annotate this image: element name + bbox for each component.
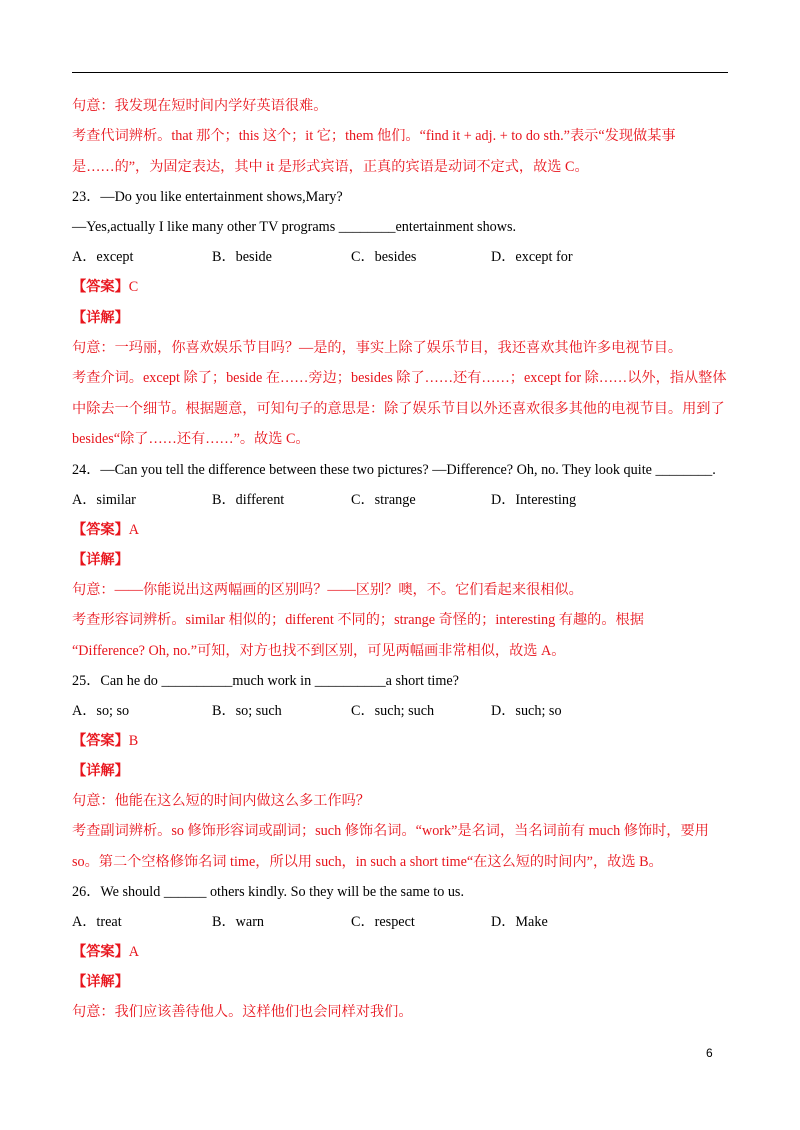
answer-value: A [128, 944, 140, 960]
q26-stem: 26．We should ______ others kindly. So they will be the same to us. [72, 884, 464, 900]
q26-option-b: B．warn [212, 914, 265, 930]
q23-stem-line1: 23．—Do you like entertainment shows,Mary? [72, 189, 343, 205]
q25-answer [72, 732, 732, 750]
q24-option-c: C．strange [351, 492, 416, 508]
q24-meaning: 句意：——你能说出这两幅画的区别吗？——区别？噢，不。它们看起来很相似。 [72, 582, 583, 598]
page-number: 6 [706, 1046, 713, 1060]
q26-option-d: D．Make [491, 914, 548, 930]
q25-stem: 25．Can he do __________much work in __________a short time? [72, 673, 459, 689]
q24-option-d: D．Interesting [491, 492, 577, 508]
answer-value: A [128, 522, 140, 538]
q24-explanation-line1: 考查形容词辨析。similar 相似的；different 不同的；strange 奇怪的；interesting 有趣的。根据 [72, 612, 644, 628]
q23-option-a: A．except [72, 249, 134, 265]
q25-explanation-line2: so。第二个空格修饰名词 time，所以用 such，in such a short time“在这么短的时间内”，故选 B。 [72, 854, 663, 870]
q23-answer [72, 278, 732, 296]
q24-detail-heading: 【详解】 [72, 552, 129, 568]
q24-explanation-line2: “Difference? Oh, no.”可知，对方也找不到区别，可见两幅画非常相似，故选 A。 [72, 643, 566, 659]
q23-options [72, 248, 732, 266]
q24-answer [72, 521, 732, 539]
answer-label: 【答案】 [72, 944, 129, 960]
q26-option-c: C．respect [351, 914, 415, 930]
q22-explanation-line2: 是……的”，为固定表达，其中 it 是形式宾语，正真的宾语是动词不定式，故选 C。 [72, 159, 589, 175]
q23-option-b: B．beside [212, 249, 272, 265]
q25-option-b: B．so; such [212, 703, 282, 719]
q25-explanation-line1: 考查副词辨析。so 修饰形容词或副词；such 修饰名词。“work”是名词，当名词前有 much 修饰时，要用 [72, 823, 709, 839]
q24-option-a: A．similar [72, 492, 136, 508]
answer-value: C [128, 279, 139, 295]
answer-label: 【答案】 [72, 279, 129, 295]
q23-explanation-line3: besides“除了……还有……”。故选 C。 [72, 431, 310, 447]
q22-explanation-line1: 考查代词辨析。that 那个；this 这个；it 它；them 他们。“find it + adj. + to do sth.”表示“发现做某事 [72, 128, 676, 144]
q25-meaning: 句意：他能在这么短的时间内做这么多工作吗？ [72, 793, 370, 809]
q25-option-a: A．so; so [72, 703, 130, 719]
q26-options [72, 913, 732, 931]
q23-stem-line2: —Yes,actually I like many other TV programs ________entertainment shows. [72, 219, 517, 235]
q26-option-a: A．treat [72, 914, 122, 930]
header-rule [72, 72, 728, 73]
q25-option-d: D．such; so [491, 703, 562, 719]
q25-options [72, 702, 732, 720]
q26-answer [72, 943, 732, 961]
answer-label: 【答案】 [72, 522, 129, 538]
q24-option-b: B．different [212, 492, 285, 508]
answer-label: 【答案】 [72, 733, 129, 749]
q23-explanation-line2: 中除去一个细节。根据题意，可知句子的意思是：除了娱乐节目以外还喜欢很多其他的电视节目。用到了 [72, 401, 725, 417]
q26-detail-heading: 【详解】 [72, 974, 129, 990]
q25-detail-heading: 【详解】 [72, 763, 129, 779]
q24-options [72, 491, 732, 509]
q23-explanation-line1: 考查介词。except 除了；beside 在……旁边；besides 除了……还有……；except for 除……以外，指从整体 [72, 370, 727, 386]
q25-option-c: C．such; such [351, 703, 435, 719]
q26-meaning: 句意：我们应该善待他人。这样他们也会同样对我们。 [72, 1004, 413, 1020]
q24-stem: 24．—Can you tell the difference between these two pictures? —Difference? Oh, no. They look quite ________. [72, 462, 716, 478]
q23-option-c: C．besides [351, 249, 417, 265]
q23-detail-heading: 【详解】 [72, 310, 129, 326]
q23-option-d: D．except for [491, 249, 573, 265]
q22-meaning: 句意：我发现在短时间内学好英语很难。 [72, 98, 328, 114]
q23-meaning: 句意：一玛丽，你喜欢娱乐节目吗？—是的，事实上除了娱乐节目，我还喜欢其他许多电视节目。 [72, 340, 683, 356]
answer-value: B [128, 733, 139, 749]
